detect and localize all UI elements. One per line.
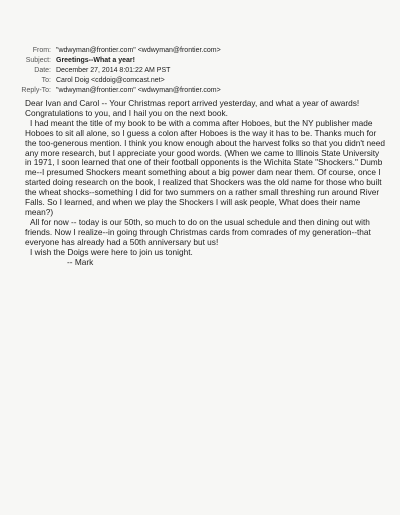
- to-row: [0, 76, 400, 86]
- date-value: December 27, 2014 8:01:22 AM PST: [56, 67, 171, 74]
- from-label: From:: [32, 47, 51, 54]
- from-row: [0, 46, 400, 56]
- subject-label: Subject:: [25, 57, 51, 64]
- body-paragraph-anniversary: All for now -- today is our 50th, so much to do on the usual schedule and then dining out with friends. Now I realize--in going through Christmas cards from comrades of my generation--that everyone has already had a 50th anniversary but us!: [25, 216, 371, 247]
- reply-to-row: [0, 86, 400, 96]
- subject-row: [0, 56, 400, 66]
- signature: -- Mark: [67, 256, 94, 267]
- reply-to-value: "wdwyman@frontier.com" <wdwyman@frontier.com>: [56, 87, 221, 94]
- email-body: [25, 99, 385, 267]
- from-value: "wdwyman@frontier.com" <wdwyman@frontier.com>: [56, 47, 221, 54]
- to-label: To:: [41, 77, 51, 84]
- reply-to-label: Reply-To:: [21, 87, 51, 94]
- body-paragraph-greeting: Dear Ivan and Carol -- Your Christmas report arrived yesterday, and what a year of awards! Congratulations to you, and I hail you on the next book.: [25, 98, 360, 118]
- to-value: Carol Doig <cddoig@comcast.net>: [56, 77, 165, 84]
- date-row: [0, 66, 400, 76]
- body-paragraph-book: I had meant the title of my book to be with a comma after Hoboes, but the NY publisher made Hoboes to sit all alone, so I guess a colon after Hoboes is the way it has to be. Thanks much for the too-generous mention. I think you know enough about the harvest folks so that you didn't need any more research, but I appreciate your good words. (When we came to Illinois State University in 1971, I soon learned that one of their football opponents is the Wichita State "Shockers." Dumb me--I presumed Shockers meant something about a big power dam near them. Of course, once I started doing research on the book, I realized that Shockers was the old name for those who built the wheat shocks--something I did for two summers on a rather small threshing run around River Falls. So I learned, and when we play the Shockers I will ask people, What does their name mean?): [25, 117, 385, 217]
- subject-value: Greetings--What a year!: [56, 57, 135, 64]
- email-header: [0, 46, 400, 96]
- date-label: Date:: [34, 67, 51, 74]
- body-paragraph-wish: I wish the Doigs were here to join us tonight.: [30, 246, 193, 257]
